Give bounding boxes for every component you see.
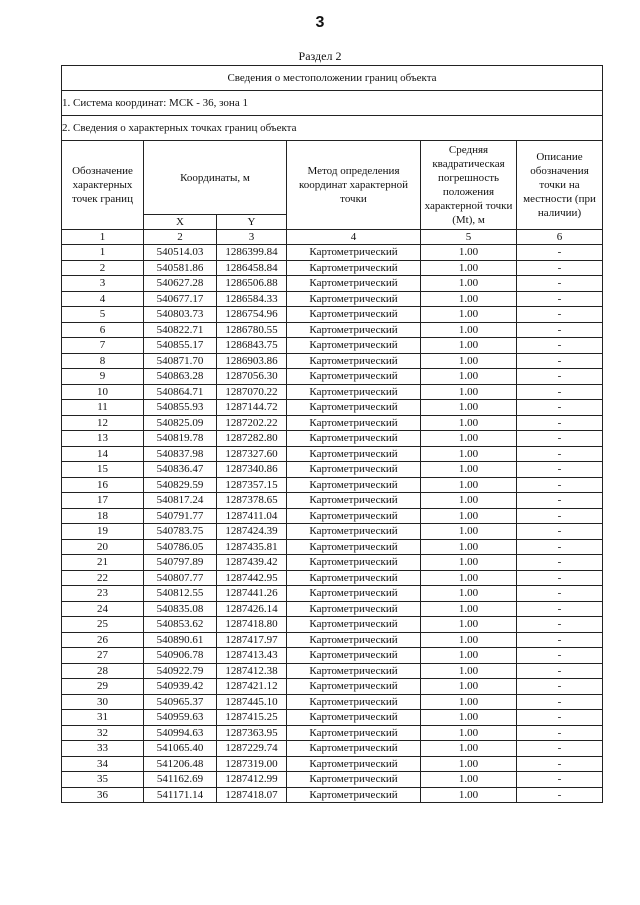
cell-method: Картометрический (287, 694, 421, 710)
cell-error: 1.00 (421, 322, 517, 338)
table-row (62, 586, 603, 602)
cell-description: - (517, 787, 603, 803)
cell-x: 541206.48 (144, 756, 217, 772)
header-method: Метод определения координат характерной точки (287, 141, 421, 230)
cell-method: Картометрический (287, 415, 421, 431)
cell-description: - (517, 741, 603, 757)
cell-x: 540837.98 (144, 446, 217, 462)
cell-method: Картометрический (287, 260, 421, 276)
cell-y: 1287202.22 (217, 415, 287, 431)
cell-method: Картометрический (287, 710, 421, 726)
cell-point-number: 32 (62, 725, 144, 741)
cell-x: 540855.93 (144, 400, 217, 416)
header-coordinates: Координаты, м (144, 141, 287, 215)
cell-x: 540677.17 (144, 291, 217, 307)
cell-point-number: 3 (62, 276, 144, 292)
table-row (62, 260, 603, 276)
cell-method: Картометрический (287, 617, 421, 633)
cell-x: 540863.28 (144, 369, 217, 385)
cell-description: - (517, 555, 603, 571)
cell-point-number: 28 (62, 663, 144, 679)
cell-method: Картометрический (287, 307, 421, 323)
cell-method: Картометрический (287, 632, 421, 648)
cell-y: 1287357.15 (217, 477, 287, 493)
cell-description: - (517, 756, 603, 772)
boundary-points-table (61, 65, 603, 803)
cell-error: 1.00 (421, 787, 517, 803)
table-row (62, 508, 603, 524)
cell-point-number: 5 (62, 307, 144, 323)
cell-description: - (517, 648, 603, 664)
cell-error: 1.00 (421, 307, 517, 323)
cell-method: Картометрический (287, 756, 421, 772)
cell-error: 1.00 (421, 415, 517, 431)
cell-y: 1287417.97 (217, 632, 287, 648)
cell-x: 540906.78 (144, 648, 217, 664)
cell-error: 1.00 (421, 260, 517, 276)
cell-method: Картометрический (287, 539, 421, 555)
cell-y: 1286584.33 (217, 291, 287, 307)
cell-x: 540786.05 (144, 539, 217, 555)
cell-error: 1.00 (421, 431, 517, 447)
cell-x: 540803.73 (144, 307, 217, 323)
cell-method: Картометрический (287, 741, 421, 757)
cell-error: 1.00 (421, 291, 517, 307)
cell-point-number: 21 (62, 555, 144, 571)
cell-y: 1287070.22 (217, 384, 287, 400)
cell-point-number: 2 (62, 260, 144, 276)
cell-y: 1287363.95 (217, 725, 287, 741)
cell-point-number: 24 (62, 601, 144, 617)
cell-x: 540835.08 (144, 601, 217, 617)
cell-point-number: 8 (62, 353, 144, 369)
cell-x: 540627.28 (144, 276, 217, 292)
cell-point-number: 36 (62, 787, 144, 803)
cell-x: 540819.78 (144, 431, 217, 447)
cell-point-number: 6 (62, 322, 144, 338)
cell-error: 1.00 (421, 555, 517, 571)
cell-y: 1287319.00 (217, 756, 287, 772)
table-row (62, 601, 603, 617)
points-title-row (62, 116, 603, 141)
cell-error: 1.00 (421, 710, 517, 726)
cell-description: - (517, 415, 603, 431)
cell-description: - (517, 446, 603, 462)
cell-y: 1287229.74 (217, 741, 287, 757)
table-title: Сведения о местоположении границ объекта (62, 66, 603, 91)
cell-point-number: 11 (62, 400, 144, 416)
cell-description: - (517, 400, 603, 416)
cell-method: Картометрический (287, 353, 421, 369)
column-number: 6 (517, 230, 603, 245)
header-y: Y (217, 215, 287, 230)
cell-point-number: 15 (62, 462, 144, 478)
table-row (62, 431, 603, 447)
table-row (62, 663, 603, 679)
table-row (62, 384, 603, 400)
table-row (62, 446, 603, 462)
cell-error: 1.00 (421, 508, 517, 524)
header-x: X (144, 215, 217, 230)
cell-y: 1287412.38 (217, 663, 287, 679)
page-number: 3 (315, 14, 325, 31)
cell-method: Картометрический (287, 400, 421, 416)
table-row (62, 648, 603, 664)
cell-x: 540791.77 (144, 508, 217, 524)
table-row (62, 632, 603, 648)
cell-y: 1287445.10 (217, 694, 287, 710)
cell-description: - (517, 632, 603, 648)
cell-point-number: 9 (62, 369, 144, 385)
cell-y: 1287439.42 (217, 555, 287, 571)
cell-y: 1286780.55 (217, 322, 287, 338)
cell-point-number: 34 (62, 756, 144, 772)
cell-x: 540825.09 (144, 415, 217, 431)
cell-description: - (517, 260, 603, 276)
cell-description: - (517, 679, 603, 695)
cell-error: 1.00 (421, 725, 517, 741)
cell-method: Картометрический (287, 586, 421, 602)
cell-description: - (517, 586, 603, 602)
table-row (62, 338, 603, 354)
cell-error: 1.00 (421, 462, 517, 478)
cell-point-number: 1 (62, 245, 144, 261)
cell-x: 541065.40 (144, 741, 217, 757)
cell-point-number: 22 (62, 570, 144, 586)
cell-description: - (517, 663, 603, 679)
cell-x: 541162.69 (144, 772, 217, 788)
cell-method: Картометрический (287, 555, 421, 571)
table-row (62, 307, 603, 323)
cell-x: 540871.70 (144, 353, 217, 369)
cell-y: 1287056.30 (217, 369, 287, 385)
cell-error: 1.00 (421, 617, 517, 633)
cell-point-number: 12 (62, 415, 144, 431)
cell-method: Картометрический (287, 322, 421, 338)
cell-method: Картометрический (287, 679, 421, 695)
column-number: 2 (144, 230, 217, 245)
table-row (62, 617, 603, 633)
cell-y: 1286506.88 (217, 276, 287, 292)
table-row (62, 276, 603, 292)
coord-system: 1. Система координат: МСК - 36, зона 1 (62, 91, 603, 116)
cell-method: Картометрический (287, 291, 421, 307)
cell-error: 1.00 (421, 276, 517, 292)
cell-x: 540581.86 (144, 260, 217, 276)
cell-description: - (517, 384, 603, 400)
header-designation: Обозначение характерных точек границ (62, 141, 144, 230)
cell-error: 1.00 (421, 679, 517, 695)
cell-error: 1.00 (421, 632, 517, 648)
cell-point-number: 14 (62, 446, 144, 462)
cell-y: 1287282.80 (217, 431, 287, 447)
cell-description: - (517, 477, 603, 493)
cell-description: - (517, 772, 603, 788)
table-row (62, 570, 603, 586)
cell-method: Картометрический (287, 431, 421, 447)
cell-description: - (517, 353, 603, 369)
column-number: 1 (62, 230, 144, 245)
cell-description: - (517, 725, 603, 741)
cell-y: 1286843.75 (217, 338, 287, 354)
cell-y: 1287418.80 (217, 617, 287, 633)
cell-x: 540817.24 (144, 493, 217, 509)
cell-x: 540812.55 (144, 586, 217, 602)
cell-point-number: 31 (62, 710, 144, 726)
cell-description: - (517, 462, 603, 478)
cell-method: Картометрический (287, 648, 421, 664)
cell-x: 540939.42 (144, 679, 217, 695)
column-number: 5 (421, 230, 517, 245)
cell-x: 540890.61 (144, 632, 217, 648)
cell-method: Картометрический (287, 508, 421, 524)
cell-point-number: 19 (62, 524, 144, 540)
cell-x: 540836.47 (144, 462, 217, 478)
cell-error: 1.00 (421, 400, 517, 416)
table-row (62, 679, 603, 695)
cell-y: 1286399.84 (217, 245, 287, 261)
cell-y: 1287144.72 (217, 400, 287, 416)
cell-y: 1287421.12 (217, 679, 287, 695)
cell-method: Картометрический (287, 524, 421, 540)
section-label: Раздел 2 (298, 49, 342, 63)
table-title-row (62, 66, 603, 91)
cell-error: 1.00 (421, 772, 517, 788)
cell-x: 540959.63 (144, 710, 217, 726)
cell-point-number: 17 (62, 493, 144, 509)
cell-point-number: 13 (62, 431, 144, 447)
cell-point-number: 18 (62, 508, 144, 524)
cell-error: 1.00 (421, 539, 517, 555)
cell-method: Картометрический (287, 725, 421, 741)
table-row (62, 555, 603, 571)
column-numbers-row (62, 230, 603, 245)
cell-description: - (517, 338, 603, 354)
cell-x: 540807.77 (144, 570, 217, 586)
cell-point-number: 25 (62, 617, 144, 633)
cell-point-number: 10 (62, 384, 144, 400)
cell-x: 541171.14 (144, 787, 217, 803)
cell-y: 1287378.65 (217, 493, 287, 509)
cell-method: Картометрический (287, 570, 421, 586)
table-row (62, 322, 603, 338)
cell-method: Картометрический (287, 772, 421, 788)
cell-description: - (517, 322, 603, 338)
cell-description: - (517, 508, 603, 524)
cell-error: 1.00 (421, 353, 517, 369)
cell-error: 1.00 (421, 524, 517, 540)
cell-error: 1.00 (421, 648, 517, 664)
cell-y: 1287435.81 (217, 539, 287, 555)
table-row (62, 772, 603, 788)
cell-error: 1.00 (421, 694, 517, 710)
cell-point-number: 30 (62, 694, 144, 710)
cell-point-number: 23 (62, 586, 144, 602)
table-row (62, 462, 603, 478)
cell-x: 540783.75 (144, 524, 217, 540)
cell-method: Картометрический (287, 601, 421, 617)
cell-y: 1287415.25 (217, 710, 287, 726)
cell-description: - (517, 617, 603, 633)
cell-y: 1287412.99 (217, 772, 287, 788)
cell-x: 540853.62 (144, 617, 217, 633)
cell-point-number: 20 (62, 539, 144, 555)
coord-system-row (62, 91, 603, 116)
cell-y: 1287442.95 (217, 570, 287, 586)
cell-point-number: 26 (62, 632, 144, 648)
table-row (62, 493, 603, 509)
cell-description: - (517, 307, 603, 323)
cell-description: - (517, 694, 603, 710)
cell-error: 1.00 (421, 338, 517, 354)
cell-point-number: 7 (62, 338, 144, 354)
table-row (62, 477, 603, 493)
cell-method: Картометрический (287, 276, 421, 292)
cell-point-number: 16 (62, 477, 144, 493)
cell-error: 1.00 (421, 245, 517, 261)
cell-point-number: 29 (62, 679, 144, 695)
cell-description: - (517, 710, 603, 726)
cell-x: 540994.63 (144, 725, 217, 741)
cell-error: 1.00 (421, 493, 517, 509)
table-row (62, 415, 603, 431)
cell-y: 1287424.39 (217, 524, 287, 540)
cell-point-number: 35 (62, 772, 144, 788)
table-row (62, 756, 603, 772)
cell-method: Картометрический (287, 787, 421, 803)
cell-method: Картометрический (287, 338, 421, 354)
cell-point-number: 27 (62, 648, 144, 664)
cell-method: Картометрический (287, 369, 421, 385)
cell-description: - (517, 276, 603, 292)
points-title: 2. Сведения о характерных точках границ объекта (62, 116, 603, 141)
cell-x: 540922.79 (144, 663, 217, 679)
table-row (62, 710, 603, 726)
cell-y: 1287411.04 (217, 508, 287, 524)
cell-error: 1.00 (421, 663, 517, 679)
header-error: Средняя квадратическая погрешность положения характерной точки (Mt), м (421, 141, 517, 230)
cell-y: 1287441.26 (217, 586, 287, 602)
cell-y: 1287340.86 (217, 462, 287, 478)
cell-description: - (517, 431, 603, 447)
cell-description: - (517, 570, 603, 586)
cell-error: 1.00 (421, 384, 517, 400)
cell-method: Картометрический (287, 446, 421, 462)
cell-error: 1.00 (421, 369, 517, 385)
cell-method: Картометрический (287, 493, 421, 509)
cell-y: 1286458.84 (217, 260, 287, 276)
cell-method: Картометрический (287, 477, 421, 493)
table-row (62, 539, 603, 555)
cell-x: 540797.89 (144, 555, 217, 571)
cell-y: 1287426.14 (217, 601, 287, 617)
column-number: 3 (217, 230, 287, 245)
cell-error: 1.00 (421, 586, 517, 602)
cell-description: - (517, 493, 603, 509)
cell-y: 1286754.96 (217, 307, 287, 323)
cell-x: 540822.71 (144, 322, 217, 338)
table-row (62, 369, 603, 385)
cell-point-number: 4 (62, 291, 144, 307)
cell-y: 1287327.60 (217, 446, 287, 462)
cell-error: 1.00 (421, 477, 517, 493)
cell-method: Картометрический (287, 245, 421, 261)
cell-description: - (517, 601, 603, 617)
cell-y: 1286903.86 (217, 353, 287, 369)
cell-error: 1.00 (421, 741, 517, 757)
table-row (62, 787, 603, 803)
cell-description: - (517, 291, 603, 307)
cell-x: 540855.17 (144, 338, 217, 354)
table-row (62, 353, 603, 369)
cell-method: Картометрический (287, 663, 421, 679)
cell-error: 1.00 (421, 756, 517, 772)
cell-method: Картометрический (287, 462, 421, 478)
cell-method: Картометрический (287, 384, 421, 400)
cell-error: 1.00 (421, 446, 517, 462)
table-row (62, 400, 603, 416)
header-row (62, 141, 603, 215)
cell-error: 1.00 (421, 570, 517, 586)
cell-x: 540864.71 (144, 384, 217, 400)
cell-point-number: 33 (62, 741, 144, 757)
cell-x: 540965.37 (144, 694, 217, 710)
cell-error: 1.00 (421, 601, 517, 617)
header-description: Описание обозначения точки на местности (при наличии) (517, 141, 603, 230)
cell-description: - (517, 245, 603, 261)
table-row (62, 725, 603, 741)
table-row (62, 291, 603, 307)
table-row (62, 245, 603, 261)
cell-description: - (517, 539, 603, 555)
cell-y: 1287418.07 (217, 787, 287, 803)
table-row (62, 694, 603, 710)
cell-description: - (517, 369, 603, 385)
table-row (62, 524, 603, 540)
cell-description: - (517, 524, 603, 540)
cell-x: 540829.59 (144, 477, 217, 493)
table-row (62, 741, 603, 757)
cell-x: 540514.03 (144, 245, 217, 261)
column-number: 4 (287, 230, 421, 245)
cell-y: 1287413.43 (217, 648, 287, 664)
